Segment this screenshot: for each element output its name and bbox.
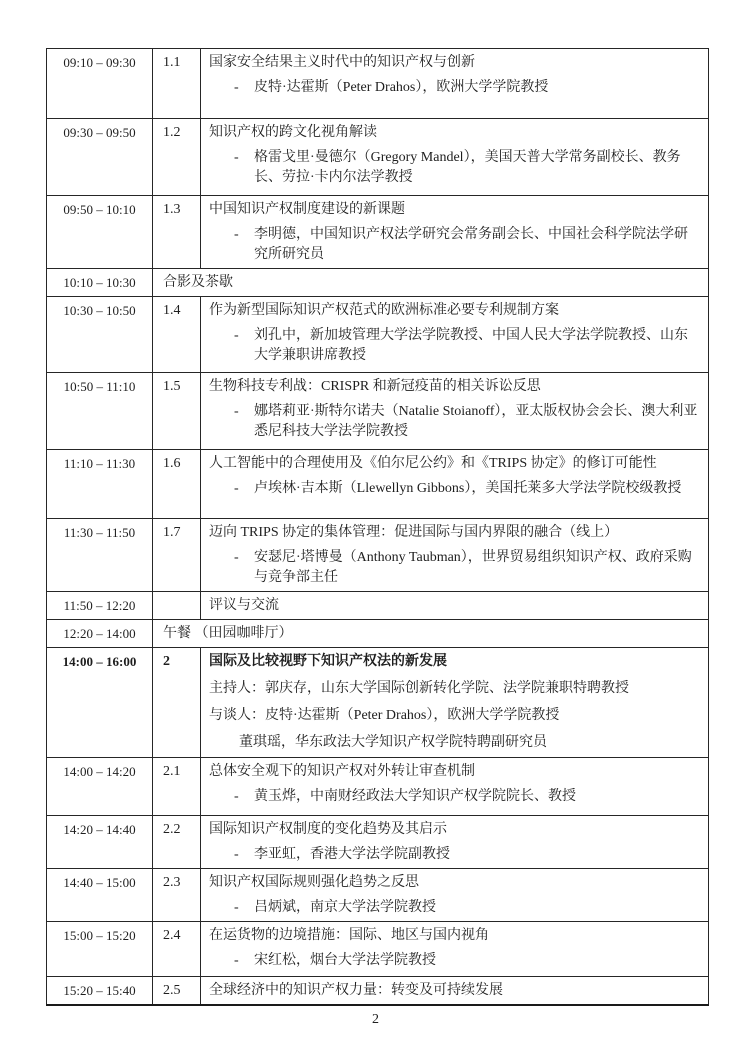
table-row: [47, 49, 709, 119]
session-detail-line: 与谈人：皮特·达霍斯（Peter Drahos），欧洲大学学院教授: [209, 708, 560, 723]
speaker-text: 刘孔中，新加坡管理大学法学院教授、中国人民大学法学院教授、山东大学兼职讲席教授: [254, 328, 688, 363]
speaker-line: [209, 78, 698, 98]
speaker-text: 吕炳斌，南京大学法学院教授: [254, 900, 436, 915]
session-content-cell: [201, 450, 709, 519]
speaker-text: 格雷戈里·曼德尔（Gregory Mandel），美国天普大学常务副校长、教务长、劳拉·卡内尔法学教授: [254, 150, 681, 185]
table-row: [47, 297, 709, 373]
speaker-line: [209, 326, 698, 366]
speaker-line: [209, 787, 698, 807]
speaker-text: 卢埃林·吉本斯（Llewellyn Gibbons），美国托莱多大学法学院校级教授: [254, 481, 682, 496]
session-content-cell: [201, 816, 709, 869]
speaker-line: [209, 898, 698, 918]
session-content-cell: [201, 373, 709, 450]
time-cell: 11:30 – 11:50: [47, 519, 153, 592]
schedule-table: [46, 48, 709, 1006]
merged-session-cell: 合影及茶歇: [153, 269, 709, 297]
speaker-dash: -: [234, 404, 239, 419]
session-number-cell: 1.6: [153, 450, 201, 519]
speaker-line: [209, 845, 698, 865]
session-number-cell: 2.3: [153, 869, 201, 922]
table-row: [47, 450, 709, 519]
session-content-cell: [201, 196, 709, 269]
table-row: [47, 977, 709, 1006]
speaker-line: [209, 225, 698, 265]
session-title: 人工智能中的合理使用及《伯尔尼公约》和《TRIPS 协定》的修订可能性: [209, 456, 657, 471]
table-row: [47, 592, 709, 620]
session-number-cell: 2.2: [153, 816, 201, 869]
session-content-cell: [201, 297, 709, 373]
merged-session-cell: 午餐 （田园咖啡厅）: [153, 620, 709, 648]
session-detail-line: 董琪瑶，华东政法大学知识产权学院特聘副研究员: [239, 735, 547, 750]
time-cell: 11:10 – 11:30: [47, 450, 153, 519]
time-cell: 10:50 – 11:10: [47, 373, 153, 450]
page-number: 2: [372, 1012, 379, 1027]
table-row: [47, 519, 709, 592]
time-cell: 15:20 – 15:40: [47, 977, 153, 1006]
session-number-cell: 1.2: [153, 119, 201, 196]
session-number-cell: 2: [153, 648, 201, 758]
session-number-cell: 2.5: [153, 977, 201, 1006]
session-content-cell: [201, 869, 709, 922]
session-title: 总体安全观下的知识产权对外转让审查机制: [209, 764, 475, 779]
table-row: [47, 922, 709, 977]
session-title: 知识产权国际规则强化趋势之反思: [209, 875, 419, 890]
session-content-cell: [201, 592, 709, 620]
session-title: 全球经济中的知识产权力量：转变及可持续发展: [209, 983, 503, 998]
session-title: 知识产权的跨文化视角解读: [209, 125, 377, 140]
table-row: [47, 119, 709, 196]
speaker-dash: -: [234, 789, 239, 804]
session-content-cell: [201, 519, 709, 592]
session-title: 中国知识产权制度建设的新课题: [209, 202, 405, 217]
speaker-text: 宋红松，烟台大学法学院教授: [254, 953, 436, 968]
time-cell: 10:10 – 10:30: [47, 269, 153, 297]
time-cell: 15:00 – 15:20: [47, 922, 153, 977]
session-title: 国际及比较视野下知识产权法的新发展: [209, 654, 447, 669]
session-title: 国家安全结果主义时代中的知识产权与创新: [209, 55, 475, 70]
table-row: [47, 648, 709, 758]
speaker-dash: -: [234, 328, 239, 343]
table-row: [47, 373, 709, 450]
speaker-dash: -: [234, 481, 239, 496]
table-row: [47, 869, 709, 922]
time-cell: 14:20 – 14:40: [47, 816, 153, 869]
speaker-line: [209, 479, 698, 499]
session-content-cell: [201, 922, 709, 977]
speaker-dash: -: [234, 80, 239, 95]
table-row: [47, 620, 709, 648]
time-cell: 14:00 – 16:00: [47, 648, 153, 758]
schedule-table-body: [47, 49, 709, 1006]
speaker-text: 李亚虹，香港大学法学院副教授: [254, 847, 450, 862]
session-number-cell: 1.4: [153, 297, 201, 373]
session-title: 在运货物的边境措施：国际、地区与国内视角: [209, 928, 489, 943]
speaker-dash: -: [234, 900, 239, 915]
speaker-dash: -: [234, 953, 239, 968]
session-content-cell: [201, 758, 709, 816]
session-number-cell: 2.1: [153, 758, 201, 816]
speaker-text: 安瑟尼·塔博曼（Anthony Taubman），世界贸易组织知识产权、政府采购与竞争部主任: [254, 550, 692, 585]
session-title: 生物科技专利战：CRISPR 和新冠疫苗的相关诉讼反思: [209, 379, 541, 394]
speaker-dash: -: [234, 847, 239, 862]
speaker-line: [209, 148, 698, 188]
speaker-text: 皮特·达霍斯（Peter Drahos），欧洲大学学院教授: [254, 80, 549, 95]
speaker-text: 李明德，中国知识产权法学研究会常务副会长、中国社会科学院法学研究所研究员: [254, 227, 688, 262]
speaker-text: 娜塔莉亚·斯特尔诺夫（Natalie Stoianoff），亚太版权协会会长、澳大利亚悉尼科技大学法学院教授: [254, 404, 698, 439]
session-number-cell: 2.4: [153, 922, 201, 977]
time-cell: 11:50 – 12:20: [47, 592, 153, 620]
time-cell: 12:20 – 14:00: [47, 620, 153, 648]
session-number-cell: 1.5: [153, 373, 201, 450]
time-cell: 10:30 – 10:50: [47, 297, 153, 373]
session-content-cell: [201, 119, 709, 196]
speaker-dash: -: [234, 550, 239, 565]
speaker-text: 黄玉烨，中南财经政法大学知识产权学院院长、教授: [254, 789, 576, 804]
session-title: 评议与交流: [209, 598, 279, 613]
time-cell: 09:50 – 10:10: [47, 196, 153, 269]
table-row: [47, 196, 709, 269]
session-content-cell: [201, 977, 709, 1006]
speaker-dash: -: [234, 150, 239, 165]
session-detail-line: 主持人：郭庆存，山东大学国际创新转化学院、法学院兼职特聘教授: [209, 681, 629, 696]
speaker-line: [209, 951, 698, 971]
table-row: [47, 758, 709, 816]
session-number-cell: 1.1: [153, 49, 201, 119]
time-cell: 09:10 – 09:30: [47, 49, 153, 119]
session-title: 迈向 TRIPS 协定的集体管理：促进国际与国内界限的融合（线上）: [209, 525, 619, 540]
session-content-cell: [201, 49, 709, 119]
session-number-cell: [153, 592, 201, 620]
table-row: [47, 816, 709, 869]
speaker-line: [209, 548, 698, 588]
time-cell: 14:40 – 15:00: [47, 869, 153, 922]
time-cell: 14:00 – 14:20: [47, 758, 153, 816]
session-content-cell: [201, 648, 709, 758]
session-title: 作为新型国际知识产权范式的欧洲标准必要专利规制方案: [209, 303, 559, 318]
session-title: 国际知识产权制度的变化趋势及其启示: [209, 822, 447, 837]
session-number-cell: 1.7: [153, 519, 201, 592]
speaker-line: [209, 402, 698, 442]
table-row: [47, 269, 709, 297]
time-cell: 09:30 – 09:50: [47, 119, 153, 196]
session-number-cell: 1.3: [153, 196, 201, 269]
speaker-dash: -: [234, 227, 239, 242]
